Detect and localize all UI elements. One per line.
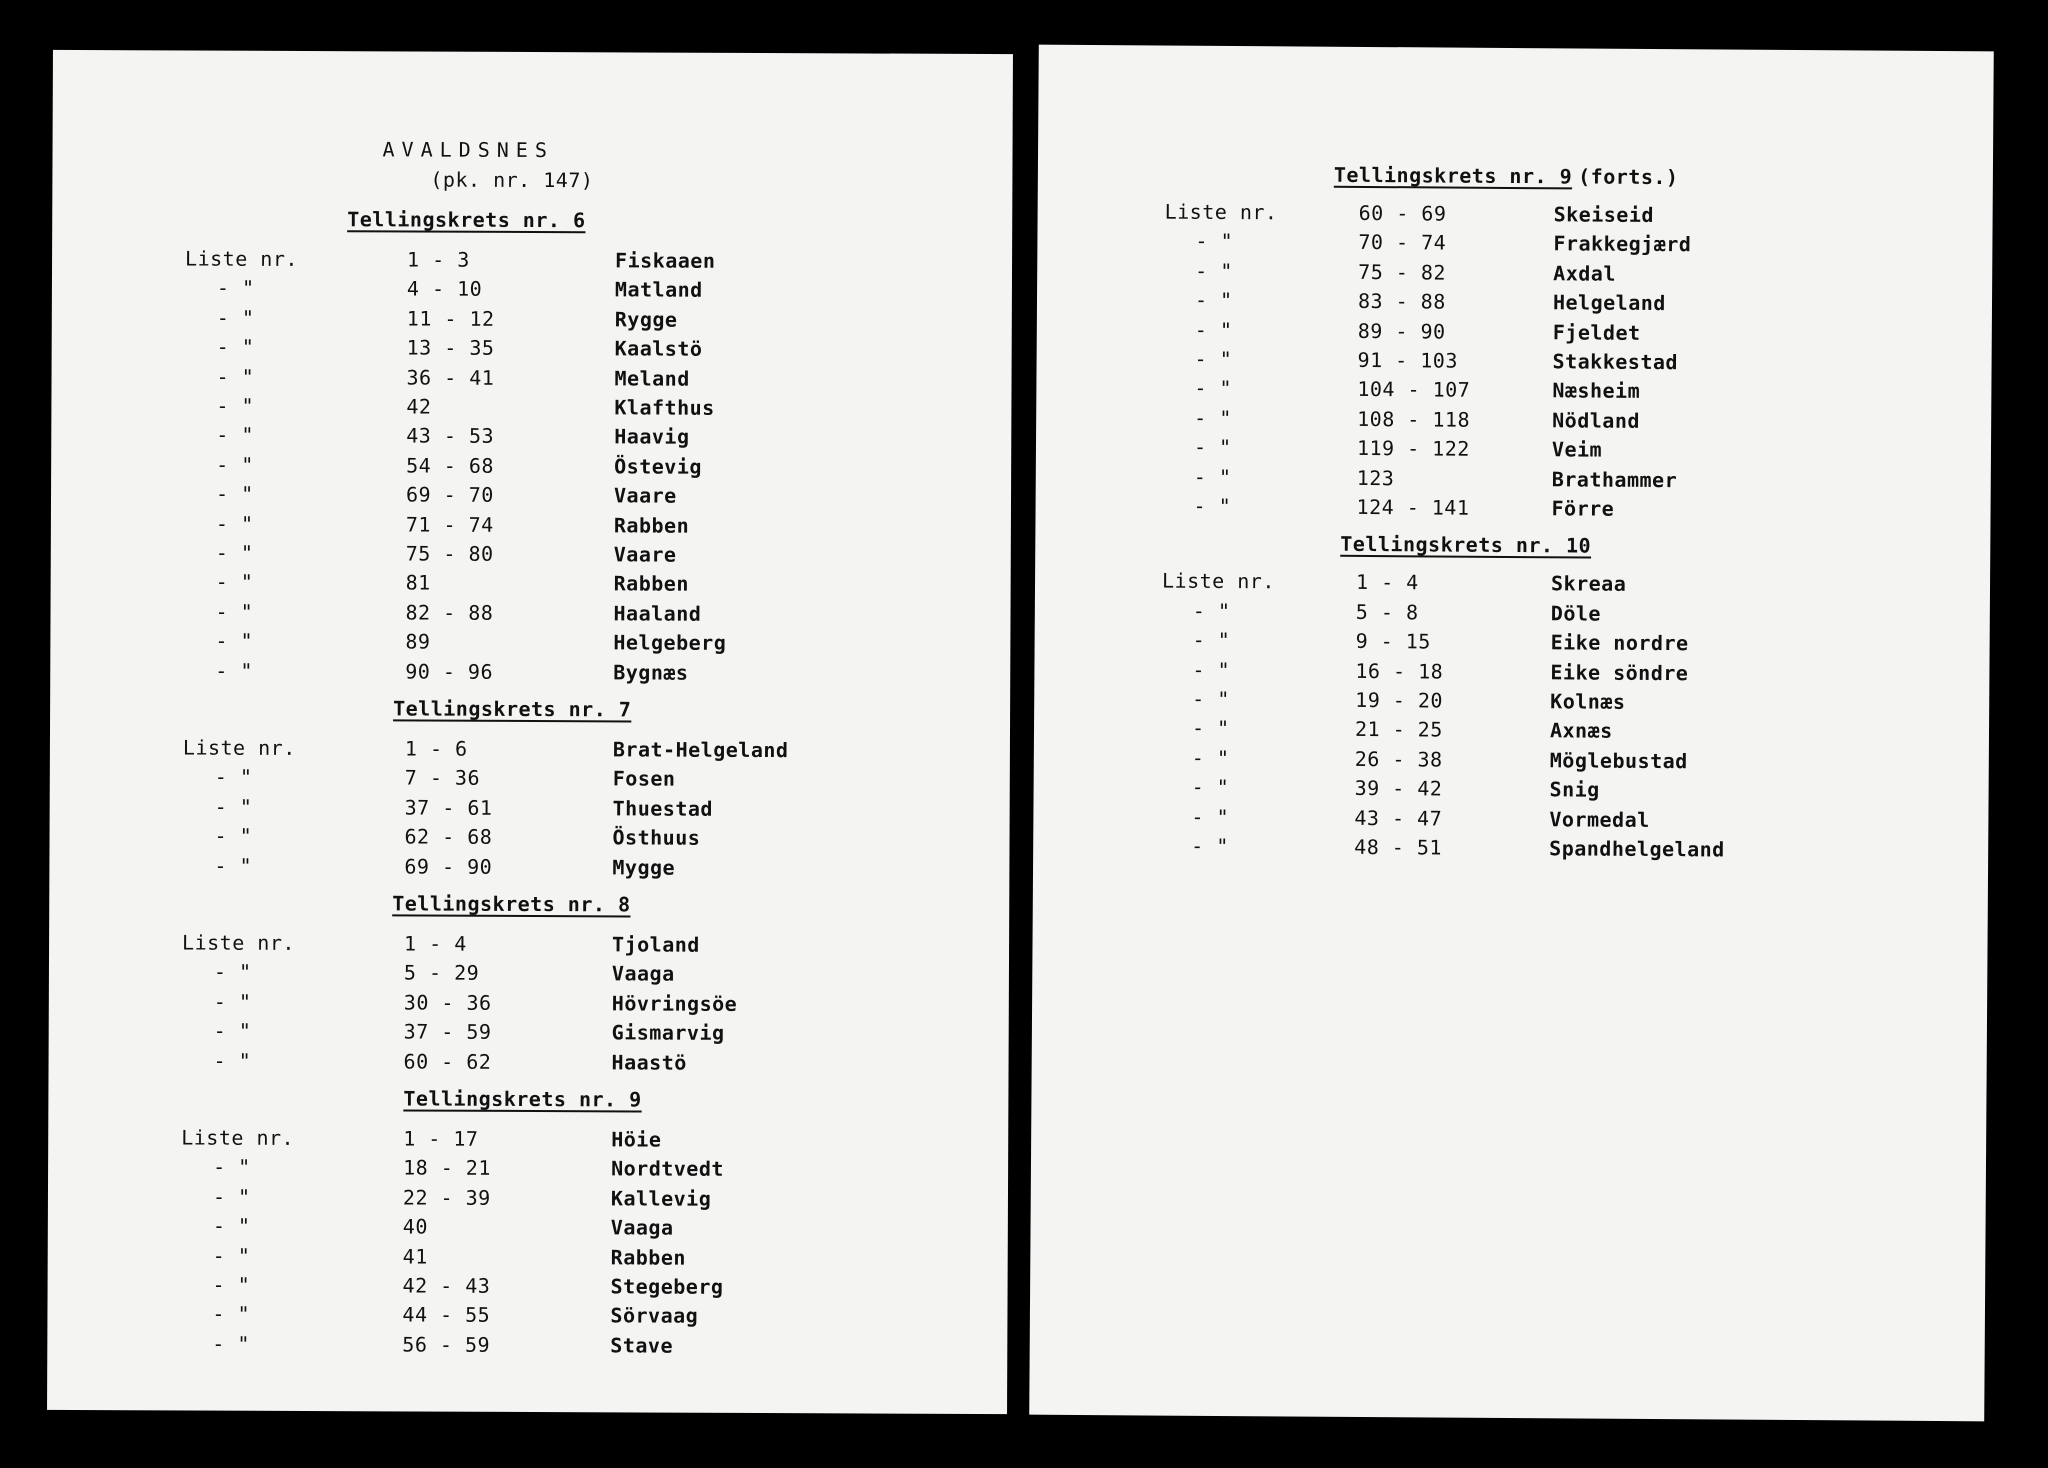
entry-label: - " <box>216 364 255 389</box>
entry-range: 69 - 90 <box>404 854 493 879</box>
entry-range: 22 - 39 <box>402 1185 491 1210</box>
section-heading: Tellingskrets nr. 9(forts.) <box>1333 162 1679 190</box>
document-subtitle: (pk. nr. 147) <box>430 167 594 193</box>
entry-place: Fosen <box>612 766 676 792</box>
entry-range: 5 - 8 <box>1355 599 1419 625</box>
entry-place: Fiskaaen <box>615 248 716 273</box>
entry-range: 119 - 122 <box>1356 436 1470 461</box>
entry-range: 1 - 17 <box>403 1126 479 1151</box>
section-heading: Tellingskrets nr. 8 <box>392 891 631 917</box>
entry-place: Vaaga <box>610 1215 674 1240</box>
entry-label: - " <box>1192 686 1230 712</box>
entry-label: - " <box>214 823 253 848</box>
entry-label: - " <box>212 1272 251 1297</box>
entry-range: 70 - 74 <box>1358 230 1447 255</box>
entry-range: 26 - 38 <box>1354 746 1443 772</box>
entry-range: 39 - 42 <box>1354 776 1443 801</box>
entry-range: 81 <box>405 570 431 595</box>
entry-place: Vormedal <box>1549 806 1650 832</box>
entry-label: - " <box>213 989 252 1014</box>
left-page <box>47 50 1013 1414</box>
entry-place: Axnæs <box>1549 718 1613 744</box>
section-heading-suffix: (forts.) <box>1578 164 1679 190</box>
entry-place: Eike söndre <box>1550 659 1689 685</box>
entry-place: Rabben <box>613 512 690 538</box>
entry-label: - " <box>1193 434 1232 460</box>
entry-place: Hövringsöe <box>611 991 738 1016</box>
entry-place: Östhuus <box>612 825 701 850</box>
entry-place: Stegeberg <box>610 1274 724 1299</box>
entry-label: - " <box>216 423 254 448</box>
entry-label: - " <box>1194 346 1233 372</box>
entry-label: Liste nr. <box>182 735 296 760</box>
entry-label: - " <box>1191 804 1230 829</box>
entry-range: 30 - 36 <box>403 990 492 1015</box>
right-page-content <box>1039 45 1994 862</box>
entry-range: 48 - 51 <box>1354 834 1443 860</box>
entry-label: - " <box>1194 376 1233 401</box>
entry-label: - " <box>1195 258 1233 283</box>
entry-range: 104 - 107 <box>1357 377 1471 403</box>
entry-place: Haavig <box>614 424 690 450</box>
entry-label: Liste nr. <box>185 246 298 271</box>
entry-range: 4 - 10 <box>406 276 483 302</box>
entry-range: 75 - 82 <box>1358 259 1447 285</box>
entry-place: Snig <box>1549 777 1600 802</box>
entry-label: - " <box>215 599 254 624</box>
entry-range: 16 - 18 <box>1355 658 1444 684</box>
entry-label: - " <box>216 334 255 359</box>
entry-place: Brathammer <box>1551 466 1678 492</box>
entry-range: 18 - 21 <box>403 1155 491 1181</box>
entry-label: - " <box>1194 317 1233 342</box>
entry-range: 123 <box>1356 465 1395 490</box>
entry-range: 56 - 59 <box>402 1332 491 1357</box>
entry-range: 60 - 69 <box>1358 200 1447 226</box>
section-heading: Tellingskrets nr. 10 <box>1340 532 1592 558</box>
entry-label: - " <box>1191 833 1229 859</box>
section-heading: Tellingskrets nr. 7 <box>393 696 632 722</box>
entry-range: 44 - 55 <box>402 1302 491 1328</box>
entry-place: Rabben <box>613 571 689 597</box>
entry-label: Liste nr. <box>1161 568 1276 594</box>
entry-place: Matland <box>614 277 703 303</box>
entry-place: Helgeberg <box>613 630 727 656</box>
entry-label: - " <box>215 511 254 536</box>
entry-place: Rygge <box>614 307 678 332</box>
entry-range: 36 - 41 <box>406 365 495 390</box>
entry-place: Nordtvedt <box>611 1156 725 1182</box>
entry-place: Axdal <box>1553 261 1617 286</box>
entry-range: 60 - 62 <box>403 1049 492 1074</box>
entry-label: - " <box>1192 627 1231 653</box>
entry-place: Næsheim <box>1552 378 1641 404</box>
entry-range: 37 - 59 <box>403 1019 492 1045</box>
entry-label: - " <box>1193 493 1232 519</box>
entry-label: - " <box>213 1048 252 1073</box>
entry-place: Veim <box>1551 437 1603 462</box>
entry-range: 1 - 3 <box>407 247 470 272</box>
entry-place: Stakkestad <box>1552 349 1679 375</box>
entry-place: Haaland <box>613 601 702 626</box>
entry-place: Haastö <box>611 1049 687 1075</box>
section-heading: Tellingskrets nr. 6 <box>347 207 586 233</box>
entry-label: Liste nr. <box>182 930 296 955</box>
entry-range: 82 - 88 <box>405 600 494 625</box>
entry-place: Döle <box>1550 601 1602 626</box>
entry-label: - " <box>1191 716 1230 741</box>
entry-range: 1 - 6 <box>404 736 468 761</box>
entry-place: Brat-Helgeland <box>612 737 789 763</box>
entry-range: 83 - 88 <box>1357 289 1446 314</box>
entry-label: - " <box>1191 774 1230 800</box>
entry-range: 5 - 29 <box>403 960 480 986</box>
document-title: AVALDSNES <box>382 137 554 163</box>
entry-range: 37 - 61 <box>404 795 493 820</box>
entry-label: - " <box>1194 405 1232 430</box>
entry-label: - " <box>215 658 253 683</box>
entry-label: - " <box>212 1184 251 1209</box>
entry-place: Klafthus <box>614 395 715 420</box>
entry-range: 90 - 96 <box>405 659 494 684</box>
entry-place: Vaaga <box>611 961 675 987</box>
entry-range: 9 - 15 <box>1355 629 1431 654</box>
entry-place: Skreaa <box>1550 571 1627 597</box>
entry-label: - " <box>212 1243 251 1268</box>
entry-range: 62 - 68 <box>404 824 493 850</box>
entry-place: Mygge <box>612 854 676 880</box>
entry-place: Meland <box>614 365 690 391</box>
entry-range: 69 - 70 <box>405 482 494 508</box>
entry-label: - " <box>216 305 255 330</box>
entry-label: - " <box>1195 229 1234 254</box>
entry-place: Vaare <box>613 542 677 567</box>
entry-label: - " <box>214 765 253 790</box>
entry-label: - " <box>216 393 255 418</box>
entry-range: 11 - 12 <box>406 306 495 331</box>
entry-range: 1 - 4 <box>1355 570 1419 595</box>
section-heading: Tellingskrets nr. 9 <box>403 1086 642 1112</box>
entry-place: Spandhelgeland <box>1549 836 1725 862</box>
entry-range: 7 - 36 <box>404 765 481 791</box>
entry-place: Kaalstö <box>614 336 703 361</box>
entry-label: - " <box>213 1018 252 1043</box>
entry-label: - " <box>1191 745 1230 770</box>
entry-label: - " <box>214 853 253 878</box>
entry-range: 54 - 68 <box>406 453 495 478</box>
right-page <box>1029 45 1994 1422</box>
entry-range: 89 <box>405 629 431 654</box>
entry-label: - " <box>213 1155 251 1180</box>
entry-label: Liste nr. <box>1164 199 1278 225</box>
entry-label: - " <box>212 1331 251 1356</box>
entry-range: 1 - 4 <box>404 931 467 956</box>
entry-place: Östevig <box>614 454 703 479</box>
entry-label: - " <box>1193 464 1232 489</box>
entry-place: Eike nordre <box>1550 630 1689 656</box>
entry-place: Bygnæs <box>613 659 689 685</box>
entry-range: 71 - 74 <box>405 512 494 537</box>
entry-label: - " <box>1194 287 1233 313</box>
entry-place: Nödland <box>1552 408 1641 433</box>
entry-label: - " <box>216 452 254 477</box>
entry-range: 124 - 141 <box>1356 494 1470 520</box>
entry-range: 19 - 20 <box>1355 687 1444 713</box>
entry-label: - " <box>1192 598 1231 623</box>
entry-range: 41 <box>402 1244 428 1269</box>
entry-range: 75 - 80 <box>405 541 494 566</box>
entry-label: - " <box>215 540 254 565</box>
entry-label: - " <box>212 1302 251 1327</box>
entry-label: - " <box>215 570 254 595</box>
entry-label: - " <box>215 481 254 506</box>
entry-label: Liste nr. <box>181 1125 295 1150</box>
entry-place: Gismarvig <box>611 1020 725 1046</box>
entry-range: 21 - 25 <box>1354 717 1443 742</box>
entry-place: Kallevig <box>610 1186 712 1211</box>
entry-range: 40 <box>402 1214 428 1239</box>
entry-place: Fjeldet <box>1552 319 1641 345</box>
entry-place: Tjoland <box>612 932 700 957</box>
entry-place: Kolnæs <box>1550 689 1626 714</box>
entry-label: - " <box>215 628 254 653</box>
entry-range: 13 - 35 <box>406 335 495 361</box>
entry-place: Rabben <box>610 1244 687 1270</box>
entry-place: Förre <box>1551 496 1615 521</box>
entry-label: - " <box>214 794 253 819</box>
entry-label: - " <box>213 960 252 985</box>
entry-label: - " <box>212 1213 251 1238</box>
entry-place: Frakkegjærd <box>1553 231 1692 257</box>
entry-range: 43 - 53 <box>406 423 495 449</box>
entry-place: Skeiseid <box>1553 202 1655 227</box>
entry-place: Vaare <box>613 483 677 508</box>
entry-label: - " <box>1192 657 1231 682</box>
entry-range: 42 <box>406 394 432 419</box>
entry-place: Möglebustad <box>1549 748 1688 774</box>
entry-range: 89 - 90 <box>1357 318 1446 344</box>
entry-place: Thuestad <box>612 796 714 821</box>
entry-range: 43 - 47 <box>1354 805 1443 831</box>
entry-place: Höie <box>611 1127 662 1152</box>
entry-place: Stave <box>610 1333 674 1358</box>
entry-label: - " <box>216 276 255 301</box>
entry-range: 108 - 118 <box>1357 406 1471 432</box>
entry-range: 91 - 103 <box>1357 347 1459 373</box>
entry-place: Sörvaag <box>610 1303 699 1329</box>
entry-place: Helgeland <box>1552 290 1666 316</box>
entry-range: 42 - 43 <box>402 1273 491 1298</box>
